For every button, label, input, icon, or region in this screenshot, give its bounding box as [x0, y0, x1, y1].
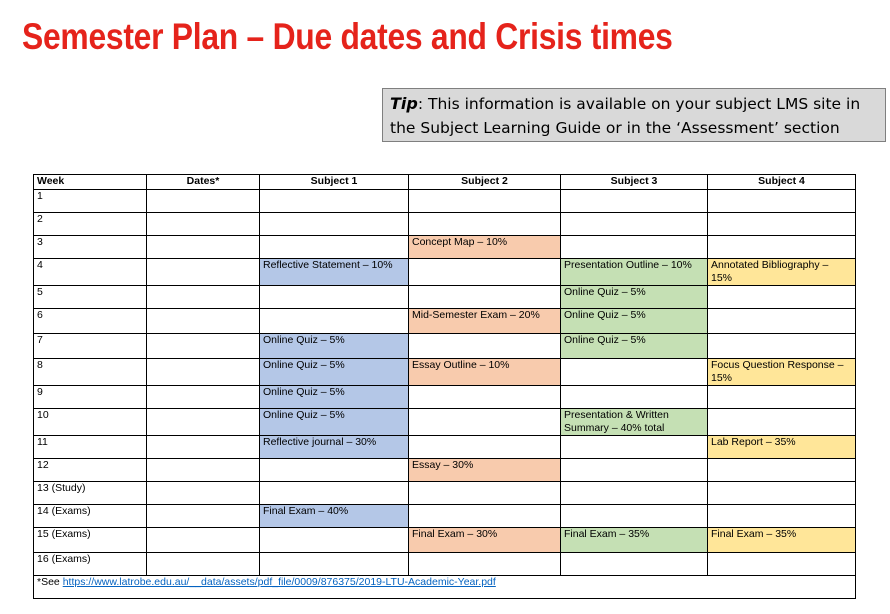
subject-1-cell: Online Quiz – 5%	[260, 386, 409, 409]
table-row	[34, 553, 856, 576]
subject-3-cell	[561, 482, 708, 505]
subject-4-cell	[708, 482, 856, 505]
dates-cell	[147, 409, 260, 436]
subject-2-cell	[409, 334, 561, 359]
subject-1-cell	[260, 459, 409, 482]
subject-3-cell	[561, 213, 708, 236]
dates-cell	[147, 482, 260, 505]
week-cell: 5	[34, 286, 147, 309]
subject-3-cell: Online Quiz – 5%	[561, 309, 708, 334]
subject-3-cell: Presentation & Written Summary – 40% total	[561, 409, 708, 436]
subject-3-cell: Presentation Outline – 10%	[561, 259, 708, 286]
subject-1-cell: Final Exam – 40%	[260, 505, 409, 528]
subject-4-cell	[708, 236, 856, 259]
subject-1-cell	[260, 213, 409, 236]
week-cell: 10	[34, 409, 147, 436]
tip-text: : This information is available on your subject LMS site in the Subject Learning Guide or in the ‘Assessment’ section	[390, 95, 861, 137]
week-cell: 6	[34, 309, 147, 334]
subject-3-cell: Online Quiz – 5%	[561, 334, 708, 359]
header-subject-3: Subject 3	[561, 175, 708, 190]
dates-cell	[147, 334, 260, 359]
subject-3-cell	[561, 505, 708, 528]
table-row	[34, 482, 856, 505]
subject-4-cell	[708, 309, 856, 334]
subject-3-cell	[561, 553, 708, 576]
subject-1-cell: Reflective Statement – 10%	[260, 259, 409, 286]
subject-1-cell: Reflective journal – 30%	[260, 436, 409, 459]
subject-1-cell	[260, 482, 409, 505]
table-row	[34, 236, 856, 259]
week-cell: 14 (Exams)	[34, 505, 147, 528]
subject-4-cell	[708, 409, 856, 436]
subject-2-cell	[409, 286, 561, 309]
subject-1-cell	[260, 286, 409, 309]
dates-cell	[147, 386, 260, 409]
week-cell: 16 (Exams)	[34, 553, 147, 576]
subject-2-cell	[409, 436, 561, 459]
header-subject-4: Subject 4	[708, 175, 856, 190]
dates-cell	[147, 190, 260, 213]
subject-1-cell	[260, 190, 409, 213]
subject-2-cell	[409, 409, 561, 436]
table-row	[34, 213, 856, 236]
subject-4-cell	[708, 286, 856, 309]
subject-4-cell	[708, 553, 856, 576]
dates-cell	[147, 436, 260, 459]
header-subject-1: Subject 1	[260, 175, 409, 190]
subject-4-cell	[708, 334, 856, 359]
subject-1-cell: Online Quiz – 5%	[260, 334, 409, 359]
header-week: Week	[34, 175, 147, 190]
week-cell: 9	[34, 386, 147, 409]
subject-1-cell	[260, 236, 409, 259]
subject-3-cell	[561, 190, 708, 213]
table-header-row	[34, 175, 856, 190]
semester-plan-table	[33, 174, 856, 599]
subject-2-cell	[409, 553, 561, 576]
subject-1-cell	[260, 553, 409, 576]
subject-2-cell: Mid-Semester Exam – 20%	[409, 309, 561, 334]
subject-2-cell: Concept Map – 10%	[409, 236, 561, 259]
subject-2-cell: Essay Outline – 10%	[409, 359, 561, 386]
subject-4-cell: Annotated Bibliography – 15%	[708, 259, 856, 286]
dates-cell	[147, 459, 260, 482]
week-cell: 3	[34, 236, 147, 259]
dates-cell	[147, 213, 260, 236]
dates-cell	[147, 505, 260, 528]
week-cell: 2	[34, 213, 147, 236]
subject-2-cell	[409, 386, 561, 409]
subject-2-cell	[409, 213, 561, 236]
subject-2-cell	[409, 505, 561, 528]
table-row	[34, 528, 856, 553]
subject-1-cell: Online Quiz – 5%	[260, 359, 409, 386]
subject-1-cell	[260, 309, 409, 334]
week-cell: 8	[34, 359, 147, 386]
subject-4-cell	[708, 190, 856, 213]
academic-year-link[interactable]: https://www.latrobe.edu.au/__data/assets/pdf_file/0009/876375/2019-LTU-Academic-Year.pdf	[62, 576, 496, 588]
week-cell: 12	[34, 459, 147, 482]
tip-label: Tip	[390, 94, 418, 113]
table-row	[34, 334, 856, 359]
dates-cell	[147, 359, 260, 386]
table-row	[34, 359, 856, 386]
subject-4-cell	[708, 386, 856, 409]
subject-3-cell	[561, 359, 708, 386]
table-row	[34, 459, 856, 482]
footnote-row	[34, 576, 856, 599]
page-title: Semester Plan – Due dates and Crisis times	[22, 16, 673, 57]
subject-3-cell	[561, 386, 708, 409]
subject-1-cell: Online Quiz – 5%	[260, 409, 409, 436]
subject-2-cell: Final Exam – 30%	[409, 528, 561, 553]
dates-cell	[147, 236, 260, 259]
subject-4-cell: Lab Report – 35%	[708, 436, 856, 459]
footnote	[34, 576, 856, 599]
week-cell: 15 (Exams)	[34, 528, 147, 553]
table-row	[34, 190, 856, 213]
table-row	[34, 386, 856, 409]
subject-2-cell	[409, 259, 561, 286]
dates-cell	[147, 553, 260, 576]
subject-3-cell: Online Quiz – 5%	[561, 286, 708, 309]
table-row	[34, 259, 856, 286]
subject-4-cell	[708, 213, 856, 236]
subject-2-cell: Essay – 30%	[409, 459, 561, 482]
footnote-prefix: *See	[37, 576, 63, 588]
week-cell: 7	[34, 334, 147, 359]
dates-cell	[147, 286, 260, 309]
subject-3-cell	[561, 436, 708, 459]
subject-2-cell	[409, 190, 561, 213]
week-cell: 13 (Study)	[34, 482, 147, 505]
tip-box	[382, 88, 886, 142]
subject-4-cell: Focus Question Response – 15%	[708, 359, 856, 386]
table-row	[34, 436, 856, 459]
header-dates: Dates*	[147, 175, 260, 190]
subject-4-cell	[708, 459, 856, 482]
dates-cell	[147, 528, 260, 553]
subject-3-cell: Final Exam – 35%	[561, 528, 708, 553]
week-cell: 1	[34, 190, 147, 213]
header-subject-2: Subject 2	[409, 175, 561, 190]
dates-cell	[147, 259, 260, 286]
table-row	[34, 409, 856, 436]
week-cell: 4	[34, 259, 147, 286]
subject-3-cell	[561, 459, 708, 482]
table-row	[34, 286, 856, 309]
subject-4-cell: Final Exam – 35%	[708, 528, 856, 553]
subject-4-cell	[708, 505, 856, 528]
subject-1-cell	[260, 528, 409, 553]
table-row	[34, 505, 856, 528]
subject-3-cell	[561, 236, 708, 259]
table-row	[34, 309, 856, 334]
subject-2-cell	[409, 482, 561, 505]
week-cell: 11	[34, 436, 147, 459]
dates-cell	[147, 309, 260, 334]
